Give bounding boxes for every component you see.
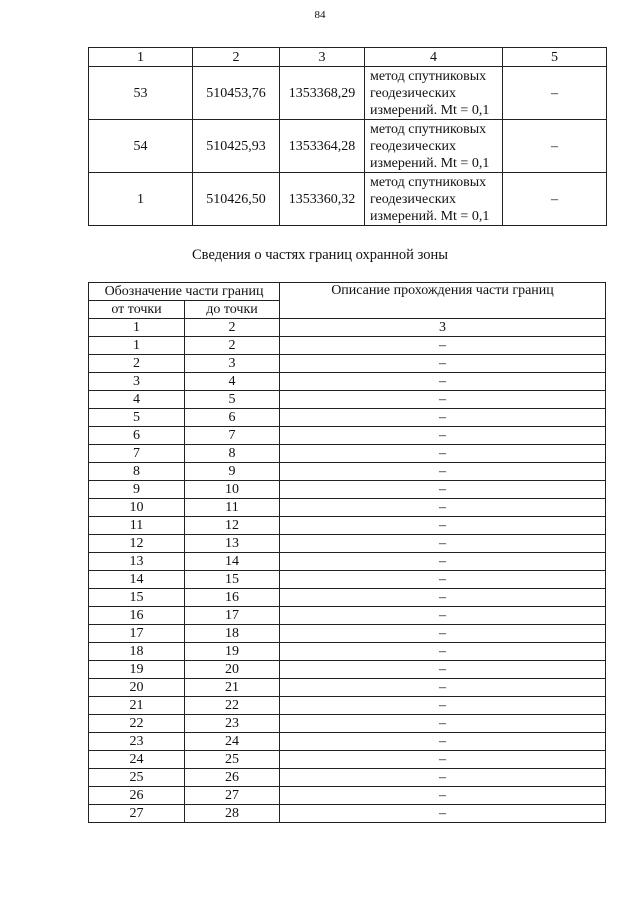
colnum-cell: 3: [280, 319, 606, 337]
to-point-cell: 12: [185, 517, 280, 535]
table-row: [89, 715, 606, 733]
method-line: метод спутниковых: [370, 174, 487, 190]
description-cell: –: [280, 643, 606, 661]
description-cell: –: [280, 517, 606, 535]
description-cell: –: [280, 715, 606, 733]
description-cell: –: [280, 571, 606, 589]
from-point-cell: 11: [89, 517, 185, 535]
to-point-cell: 6: [185, 409, 280, 427]
to-point-cell: 25: [185, 751, 280, 769]
table-row: [89, 337, 606, 355]
coordinates-header-row: [89, 48, 607, 67]
description-cell: –: [280, 463, 606, 481]
header-cell: 1: [89, 48, 193, 67]
from-point-cell: 23: [89, 733, 185, 751]
method-cell: [365, 67, 503, 120]
header-cell: 2: [193, 48, 280, 67]
from-point-cell: 4: [89, 391, 185, 409]
method-line: измерений. Mt = 0,1: [370, 102, 490, 118]
from-point-cell: 26: [89, 787, 185, 805]
point-number: 1: [89, 173, 193, 226]
parts-colnum-row: [89, 319, 606, 337]
table-row: [89, 571, 606, 589]
from-point-cell: 18: [89, 643, 185, 661]
method-line: измерений. Mt = 0,1: [370, 155, 490, 171]
header-from-cell: от точки: [89, 301, 185, 319]
header-group-cell: Обозначение части границ: [89, 283, 280, 301]
point-number: 54: [89, 120, 193, 173]
from-point-cell: 1: [89, 337, 185, 355]
from-point-cell: 3: [89, 373, 185, 391]
boundary-parts-table: [88, 282, 606, 823]
table-row: [89, 787, 606, 805]
coord-y: 1353368,29: [280, 67, 365, 120]
table-row: [89, 805, 606, 823]
from-point-cell: 27: [89, 805, 185, 823]
to-point-cell: 3: [185, 355, 280, 373]
method-line: метод спутниковых: [370, 68, 487, 84]
parts-header-row: [89, 283, 606, 301]
table-row: [89, 373, 606, 391]
to-point-cell: 15: [185, 571, 280, 589]
description-cell: –: [280, 337, 606, 355]
table-row: [89, 355, 606, 373]
from-point-cell: 15: [89, 589, 185, 607]
description-cell: –: [280, 391, 606, 409]
table-row: [89, 625, 606, 643]
description-cell: –: [280, 373, 606, 391]
to-point-cell: 10: [185, 481, 280, 499]
to-point-cell: 28: [185, 805, 280, 823]
from-point-cell: 16: [89, 607, 185, 625]
from-point-cell: 8: [89, 463, 185, 481]
section-title: Сведения о частях границ охранной зоны: [192, 247, 448, 263]
to-point-cell: 13: [185, 535, 280, 553]
to-point-cell: 23: [185, 715, 280, 733]
header-cell: 3: [280, 48, 365, 67]
from-point-cell: 21: [89, 697, 185, 715]
to-point-cell: 27: [185, 787, 280, 805]
colnum-cell: 2: [185, 319, 280, 337]
description-cell: –: [280, 625, 606, 643]
to-point-cell: 2: [185, 337, 280, 355]
to-point-cell: 16: [185, 589, 280, 607]
from-point-cell: 25: [89, 769, 185, 787]
description-cell: –: [280, 409, 606, 427]
coord-x: 510426,50: [193, 173, 280, 226]
to-point-cell: 4: [185, 373, 280, 391]
point-number: 53: [89, 67, 193, 120]
table-row: [89, 409, 606, 427]
table-row: [89, 553, 606, 571]
to-point-cell: 22: [185, 697, 280, 715]
table-row: [89, 445, 606, 463]
to-point-cell: 17: [185, 607, 280, 625]
table-row: [89, 679, 606, 697]
method-line: измерений. Mt = 0,1: [370, 208, 490, 224]
from-point-cell: 20: [89, 679, 185, 697]
note-cell: –: [503, 67, 607, 120]
description-cell: –: [280, 751, 606, 769]
table-row: [89, 697, 606, 715]
method-cell: [365, 173, 503, 226]
header-cell: 5: [503, 48, 607, 67]
table-row: [89, 391, 606, 409]
from-point-cell: 22: [89, 715, 185, 733]
header-cell: 4: [365, 48, 503, 67]
coord-y: 1353360,32: [280, 173, 365, 226]
note-cell: –: [503, 173, 607, 226]
coordinates-table: [88, 47, 607, 226]
description-cell: –: [280, 733, 606, 751]
description-cell: –: [280, 589, 606, 607]
from-point-cell: 2: [89, 355, 185, 373]
method-cell: [365, 120, 503, 173]
coord-x: 510453,76: [193, 67, 280, 120]
description-cell: –: [280, 427, 606, 445]
table-row: [89, 607, 606, 625]
method-line: геодезических: [370, 85, 457, 101]
to-point-cell: 20: [185, 661, 280, 679]
to-point-cell: 14: [185, 553, 280, 571]
table-row: [89, 427, 606, 445]
header-to-cell: до точки: [185, 301, 280, 319]
to-point-cell: 21: [185, 679, 280, 697]
from-point-cell: 10: [89, 499, 185, 517]
page-number: 84: [314, 9, 326, 21]
coord-x: 510425,93: [193, 120, 280, 173]
to-point-cell: 8: [185, 445, 280, 463]
description-cell: –: [280, 445, 606, 463]
to-point-cell: 18: [185, 625, 280, 643]
table-row: [89, 661, 606, 679]
from-point-cell: 13: [89, 553, 185, 571]
header-description-cell: Описание прохождения части границ: [280, 283, 606, 319]
to-point-cell: 11: [185, 499, 280, 517]
from-point-cell: 5: [89, 409, 185, 427]
table-row: [89, 535, 606, 553]
method-line: геодезических: [370, 138, 457, 154]
table-row: [89, 733, 606, 751]
table-row: [89, 769, 606, 787]
description-cell: –: [280, 607, 606, 625]
from-point-cell: 17: [89, 625, 185, 643]
description-cell: –: [280, 769, 606, 787]
table-row: [89, 517, 606, 535]
description-cell: –: [280, 697, 606, 715]
from-point-cell: 6: [89, 427, 185, 445]
description-cell: –: [280, 535, 606, 553]
table-row: [89, 481, 606, 499]
colnum-cell: 1: [89, 319, 185, 337]
note-cell: –: [503, 120, 607, 173]
method-line: геодезических: [370, 191, 457, 207]
description-cell: –: [280, 661, 606, 679]
to-point-cell: 9: [185, 463, 280, 481]
table-row: [89, 751, 606, 769]
description-cell: –: [280, 679, 606, 697]
table-row: [89, 643, 606, 661]
to-point-cell: 7: [185, 427, 280, 445]
coordinates-row: [89, 120, 607, 173]
coordinates-row: [89, 67, 607, 120]
description-cell: –: [280, 787, 606, 805]
description-cell: –: [280, 481, 606, 499]
from-point-cell: 7: [89, 445, 185, 463]
to-point-cell: 5: [185, 391, 280, 409]
to-point-cell: 24: [185, 733, 280, 751]
from-point-cell: 9: [89, 481, 185, 499]
description-cell: –: [280, 553, 606, 571]
table-row: [89, 499, 606, 517]
to-point-cell: 19: [185, 643, 280, 661]
table-row: [89, 589, 606, 607]
from-point-cell: 12: [89, 535, 185, 553]
from-point-cell: 24: [89, 751, 185, 769]
from-point-cell: 19: [89, 661, 185, 679]
description-cell: –: [280, 355, 606, 373]
method-line: метод спутниковых: [370, 121, 487, 137]
description-cell: –: [280, 499, 606, 517]
coord-y: 1353364,28: [280, 120, 365, 173]
coordinates-row: [89, 173, 607, 226]
description-cell: –: [280, 805, 606, 823]
from-point-cell: 14: [89, 571, 185, 589]
table-row: [89, 463, 606, 481]
to-point-cell: 26: [185, 769, 280, 787]
